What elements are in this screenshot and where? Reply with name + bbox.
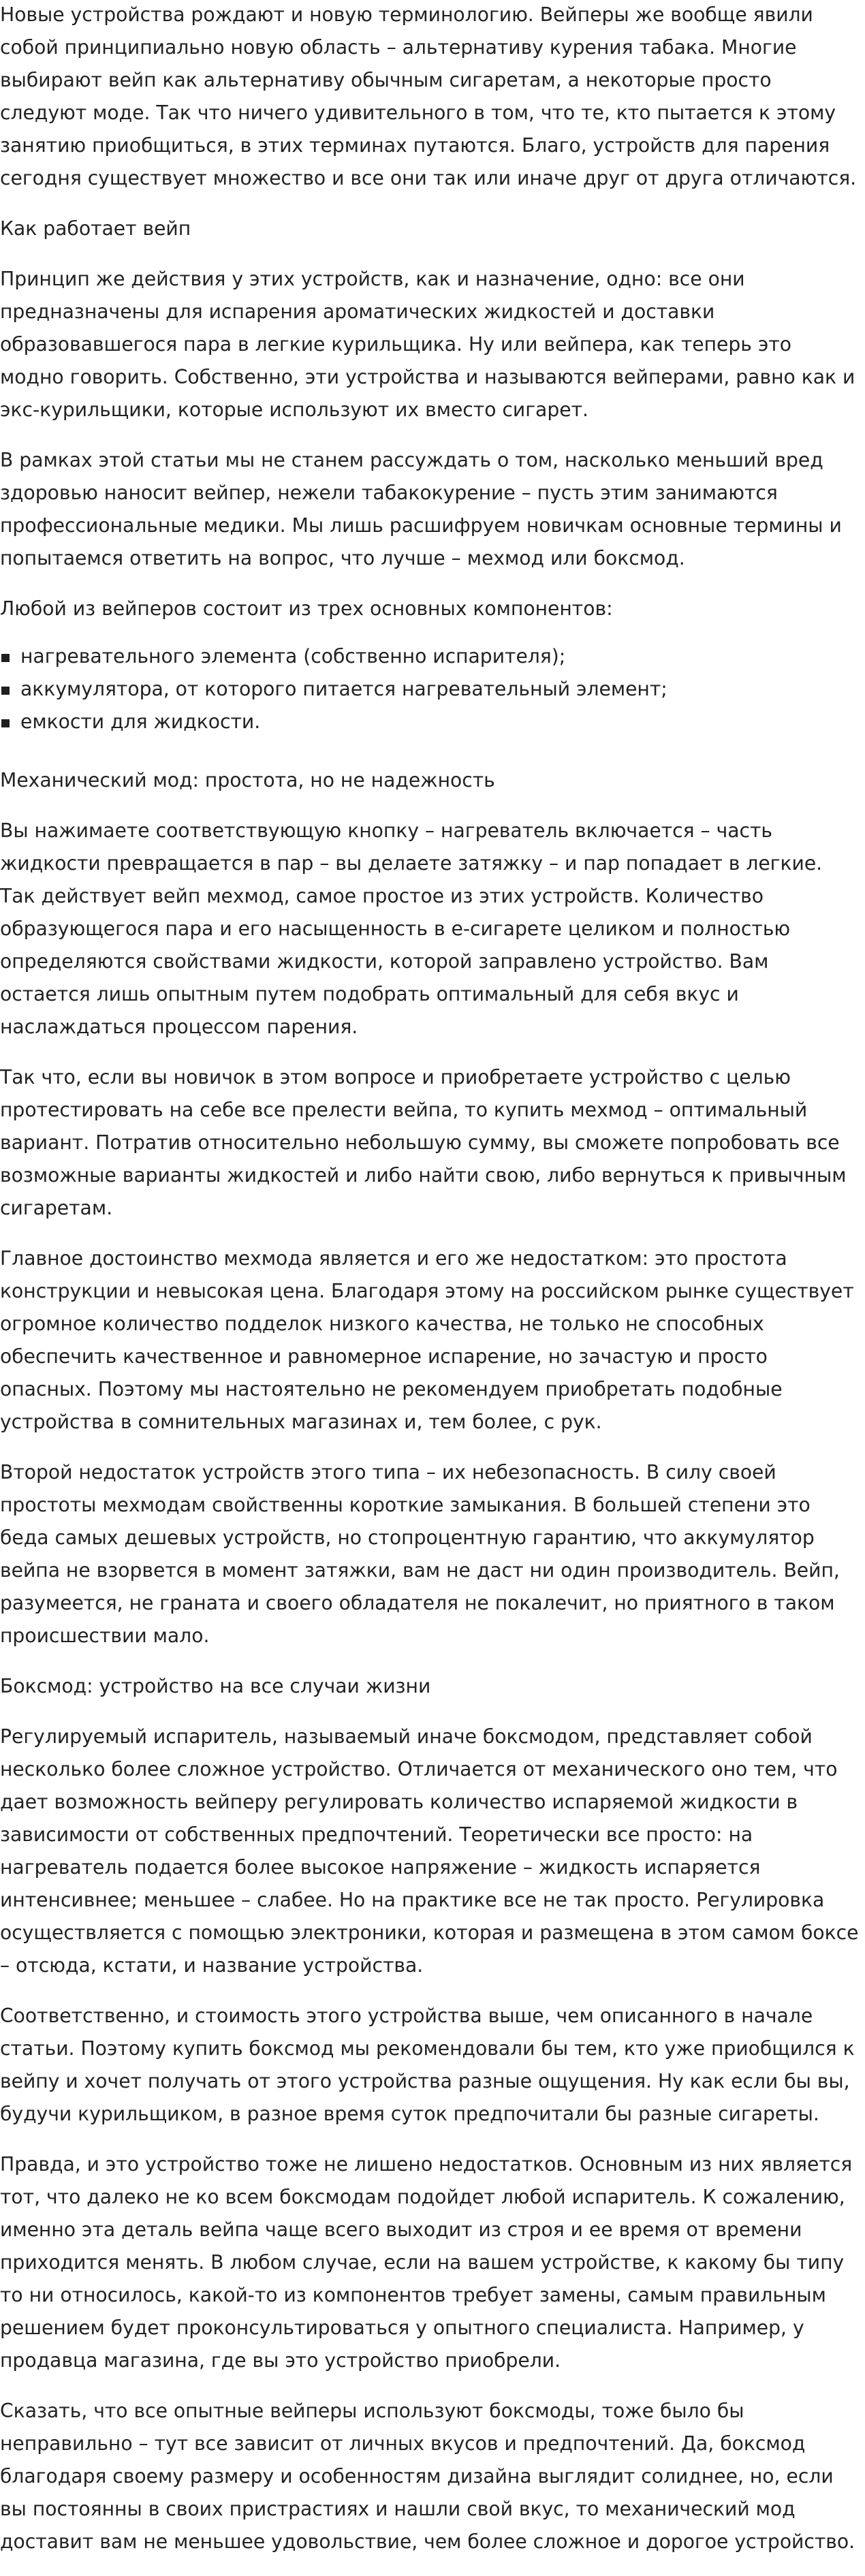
list-item-text: аккумулятора, от которого питается нагревательный элемент; — [20, 678, 667, 700]
paragraph: Соответственно, и стоимость этого устройства выше, чем описанного в начале статьи. Поэтому купить боксмод мы рекомендовали бы тем, кто уже приобщился к вейпу и хочет получать от этого устройства разные ощущения. Ну как если бы вы, будучи курильщиком, в разное время суток предпочитали бы разные сигареты. — [0, 2005, 855, 2125]
paragraph: Любой из вейперов состоит из трех основных компонентов: — [0, 597, 613, 620]
list-item — [0, 673, 860, 706]
bullet-icon — [1, 654, 10, 662]
paragraph: Сказать, что все опытные вейперы используют боксмоды, тоже было бы неправильно – тут все зависит от личных вкусов и предпочтений. Да, боксмод благодаря своему размеру и особенностям дизайна выглядит солиднее, но, если вы постоянны в своих пристрастиях и нашли свой вкус, то механический мод доставит вам не меньшее удовольствие, чем более сложное и дорогое устройство. — [0, 2400, 855, 2553]
bullet-icon — [1, 719, 10, 727]
section-heading-how-vape-works: Как работает вейп — [0, 217, 191, 240]
paragraph: Вы нажимаете соответствующую кнопку – нагреватель включается – часть жидкости превращается в пар – вы делаете затяжку – и пар попадает в легкие. Так действует вейп мехмод, самое простое из этих устройств. Количество образующегося пара и его насыщенность в е-сигарете целиком и полностью определяются свойствами жидкости, которой заправлено устройство. Вам остается лишь опытным путем подобрать оптимальный для себя вкус и наслаждаться процессом парения. — [0, 819, 823, 1038]
bullet-icon — [1, 687, 10, 695]
paragraph: Так что, если вы новичок в этом вопросе и приобретаете устройство с целью протестировать на себе все прелести вейпа, то купить мехмод – оптимальный вариант. Потратив относительно небольшую сумму, вы сможете попробовать все возможные варианты жидкостей и либо найти свою, либо вернуться к привычным сигаретам. — [0, 1066, 847, 1219]
section-heading-boxmod: Боксмод: устройство на все случаи жизни — [0, 1675, 431, 1697]
paragraph: Правда, и это устройство тоже не лишено недостатков. Основным из них является тот, что далеко не ко всем боксмодам подойдет любой испаритель. К сожалению, именно эта деталь вейпа чаще всего выходит из строя и ее время от времени приходится менять. В любом случае, если на вашем устройстве, к какому бы типу то ни относилось, какой-то из компонентов требует замены, самым правильным решением будет проконсультироваться у опытного специалиста. Например, у продавца магазина, где вы это устройство приобрели. — [0, 2153, 853, 2372]
section-heading-mechmod: Механический мод: простота, но не надежность — [0, 769, 495, 791]
list-item — [0, 706, 860, 738]
paragraph: В рамках этой статьи мы не станем рассуждать о том, насколько меньший вред здоровью наносит вейпер, нежели табакокурение – пусть этим занимаются профессиональные медики. Мы лишь расшифруем новичкам основные термины и попытаемся ответить на вопрос, что лучше – мехмод или боксмод. — [0, 449, 842, 569]
paragraph: Главное достоинство мехмода является и его же недостатком: это простота конструкции и невысокая цена. Благодаря этому на российском рынке существует огромное количество подделок низкого качества, не только не способных обеспечить качественное и равномерное испарение, но зачастую и просто опасных. Поэтому мы настоятельно не рекомендуем приобретать подобные устройства в сомнительных магазинах и, тем более, с рук. — [0, 1247, 854, 1433]
paragraph: Регулируемый испаритель, называемый иначе боксмодом, представляет собой несколько более сложное устройство. Отличается от механического оно тем, что дает возможность вейперу регулировать количество испаряемой жидкости в зависимости от собственных предпочтений. Теоретически все просто: на нагреватель подается более высокое напряжение – жидкость испаряется интенсивнее; меньшее – слабее. Но на практике все не так просто. Регулировка осуществляется с помощью электроники, которая и размещена в этом самом боксе – отсюда, кстати, и название устройства. — [0, 1725, 859, 1977]
paragraph: Принцип же действия у этих устройств, как и назначение, одно: все они предназначены для испарения ароматических жидкостей и доставки образовавшегося пара в легкие курильщика. Ну или вейпера, как теперь это модно говорить. Собственно, эти устройства и называются вейперами, равно как и экс-курильщики, которые используют их вместо сигарет. — [0, 268, 855, 421]
list-item — [0, 640, 860, 673]
list-item-text: нагревательного элемента (собственно испарителя); — [20, 645, 566, 667]
list-item-text: емкости для жидкости. — [20, 710, 261, 733]
components-list — [0, 640, 860, 738]
intro-paragraph: Новые устройства рождают и новую терминологию. Вейперы же вообще явили собой принципиально новую область – альтернативу курения табака. Многие выбирают вейп как альтернативу обычным сигаретам, а некоторые просто следуют моде. Так что ничего удивительного в том, что те, кто пытается к этому занятию приобщиться, в этих терминах путаются. Благо, устройств для парения сегодня существует множество и все они так или иначе друг от друга отличаются. — [0, 3, 857, 189]
paragraph: Второй недостаток устройств этого типа – их небезопасность. В силу своей простоты мехмодам свойственны короткие замыкания. В большей степени это беда самых дешевых устройств, но стопроцентную гарантию, что аккумулятор вейпа не взорвется в момент затяжки, вам не даст ни один производитель. Вейп, разумеется, не граната и своего обладателя не покалечит, но приятного в таком происшествии мало. — [0, 1461, 840, 1647]
